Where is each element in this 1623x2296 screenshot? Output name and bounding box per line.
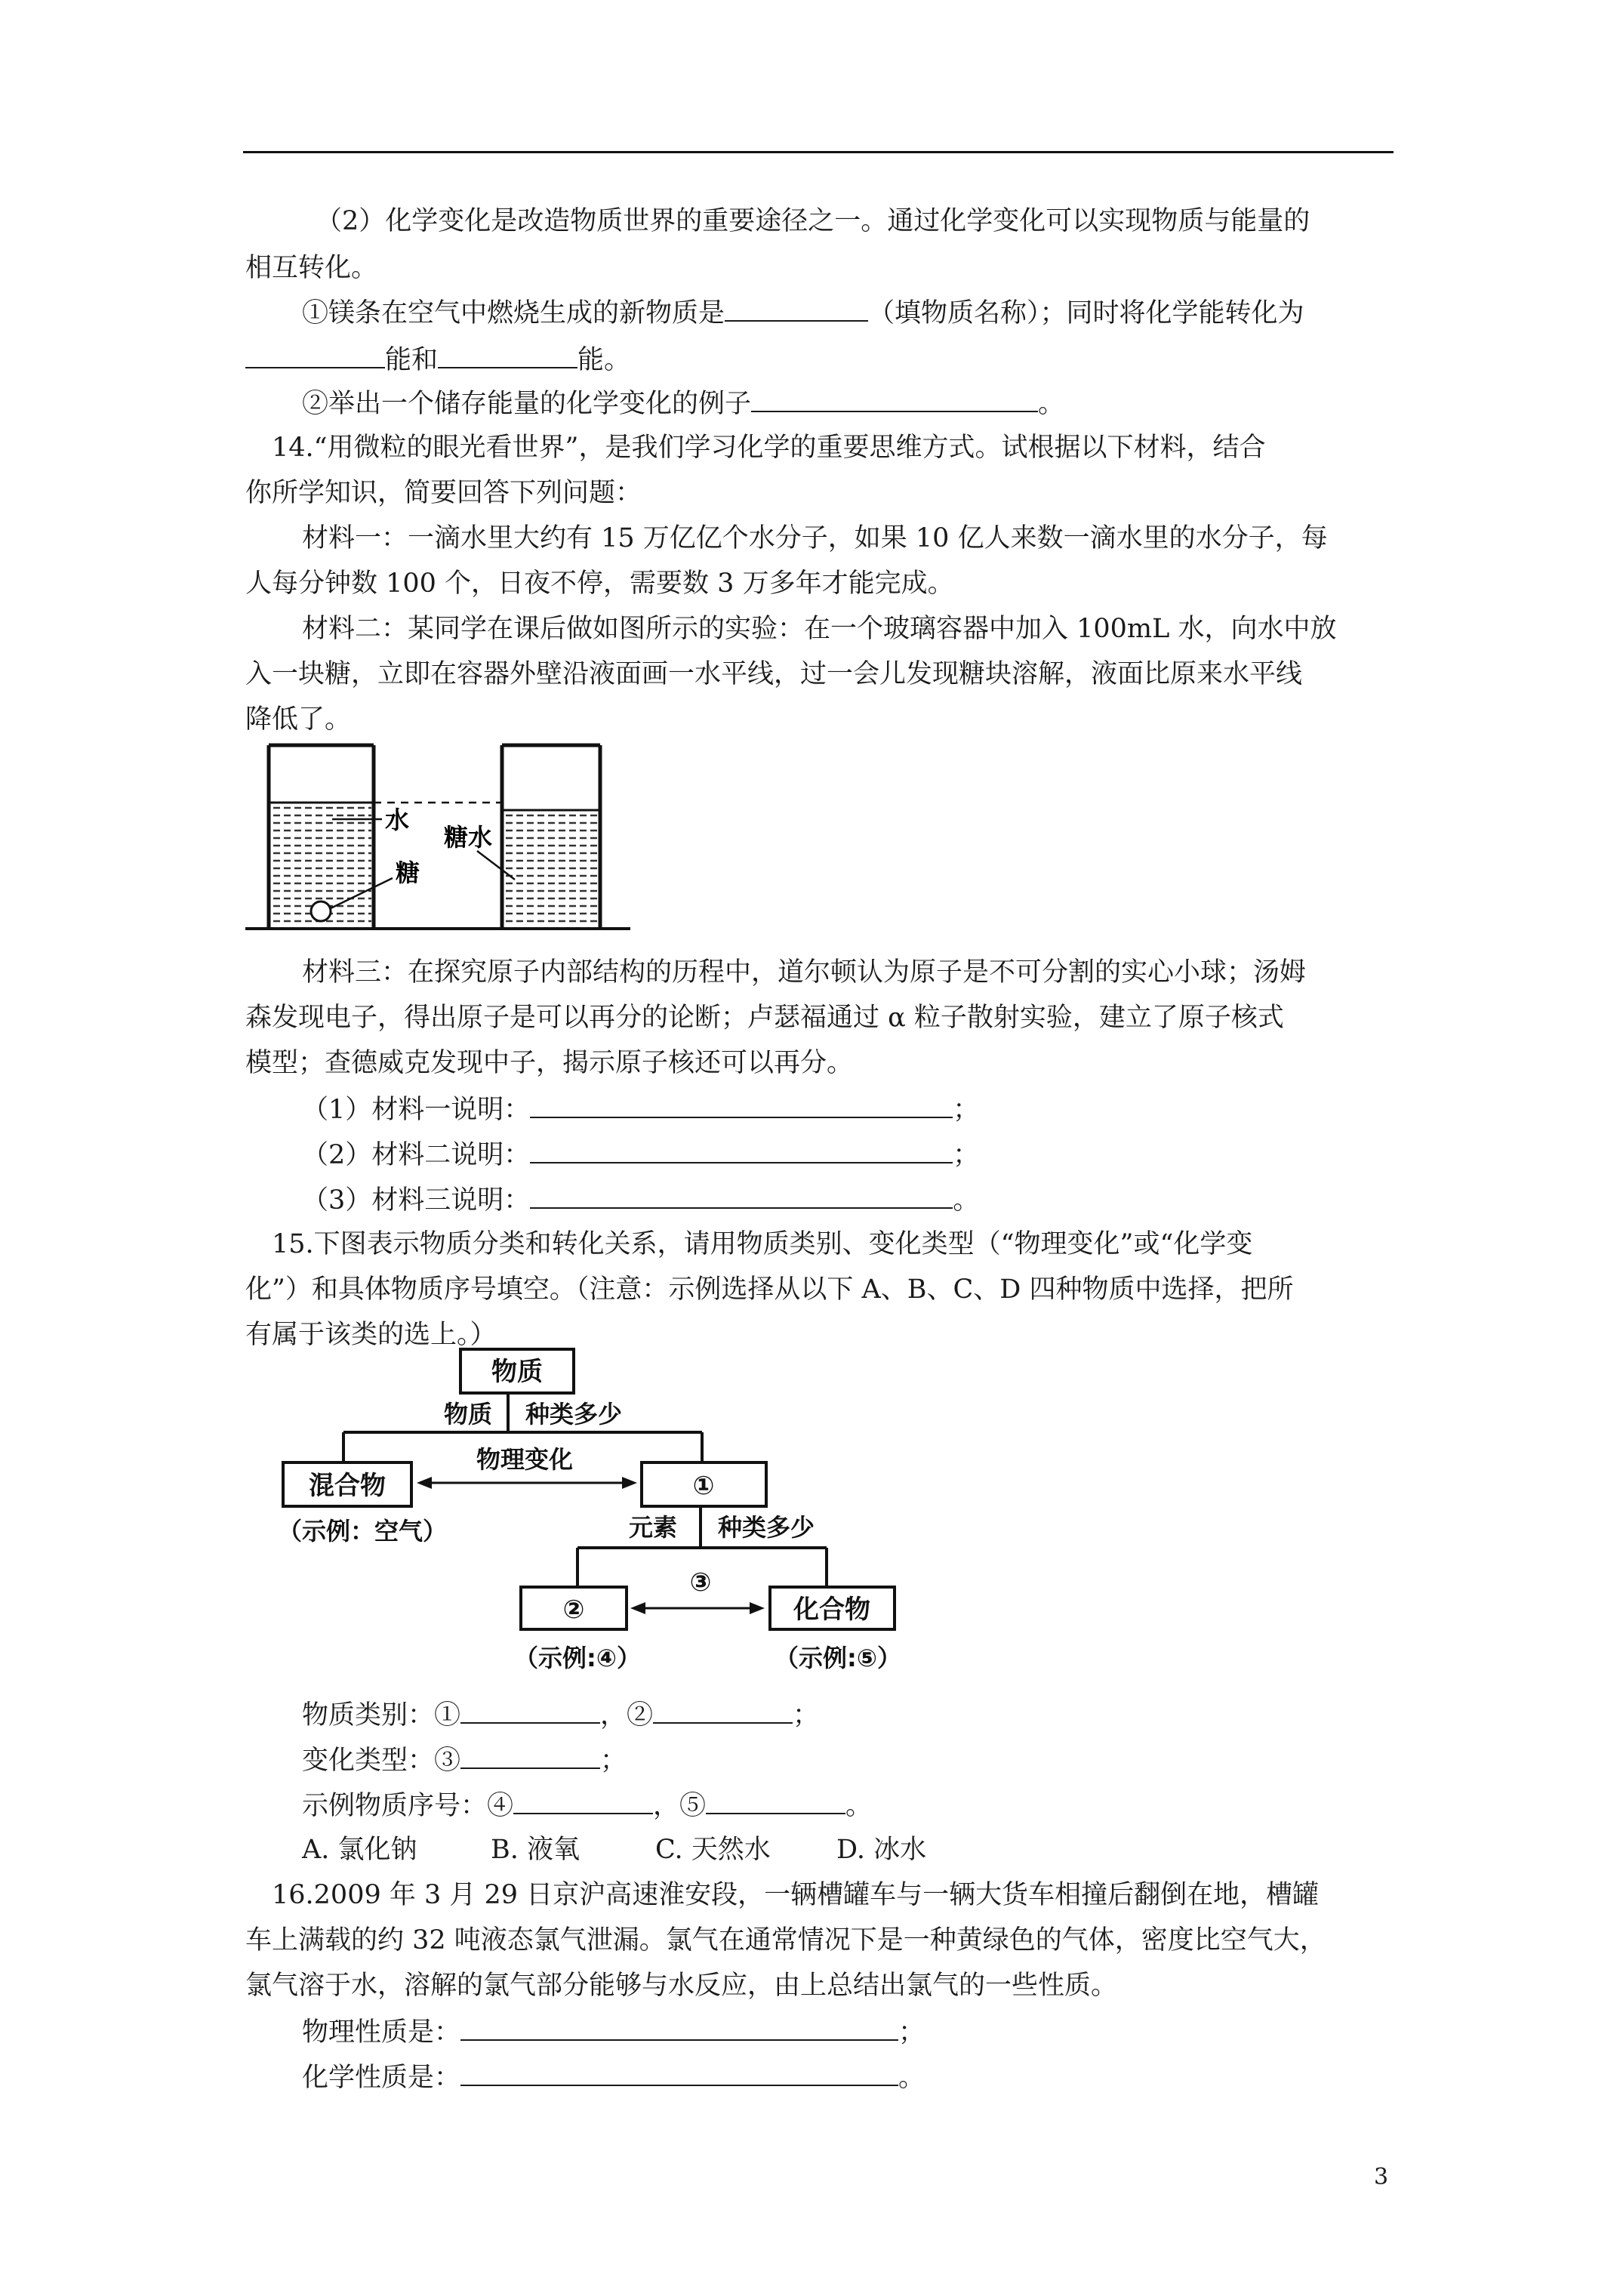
beaker-water bbox=[269, 745, 374, 929]
example-air: （示例：空气） bbox=[277, 1517, 448, 1546]
answer-change-type: 变化类型：③ ； bbox=[302, 1740, 627, 1778]
answer-material1: （1）材料一说明： ； bbox=[302, 1089, 979, 1127]
answer-blank[interactable] bbox=[438, 340, 577, 368]
option-c: C. 天然水 bbox=[655, 1835, 771, 1865]
answer-blank[interactable] bbox=[460, 2057, 898, 2086]
split1-left: 物质 bbox=[443, 1400, 493, 1428]
material2-line2: 入一块糖，立即在容器外壁沿液面画一水平线，过一会儿发现糖块溶解，液面比原来水平线 bbox=[245, 659, 1303, 689]
material2-line1: 材料二：某同学在课后做如图所示的实验：在一个玻璃容器中加入 100mL 水，向水中放 bbox=[302, 614, 1337, 644]
material3-line3: 模型；查德威克发现中子，揭示原子核还可以再分。 bbox=[245, 1048, 854, 1078]
answer-blank[interactable] bbox=[653, 1695, 793, 1724]
answer-chemical-property: 化学性质是： 。 bbox=[302, 2057, 925, 2095]
answer-material2: （2）材料二说明： ； bbox=[302, 1135, 979, 1173]
q13-2-sub1-cont: 能和 能。 bbox=[245, 340, 630, 378]
answer-material3: （3）材料三说明： 。 bbox=[302, 1180, 979, 1218]
material1-line1: 材料一：一滴水里大约有 15 万亿亿个水分子，如果 10 亿人来数一滴水里的水分子，每 bbox=[302, 523, 1328, 553]
beaker-experiment-figure bbox=[242, 736, 634, 940]
answer-blank[interactable] bbox=[725, 293, 868, 322]
split1-right: 种类多少 bbox=[525, 1400, 623, 1428]
page-number: 3 bbox=[1374, 2164, 1389, 2190]
beaker-sugar-water bbox=[502, 745, 600, 929]
q14-line1: 14.“用微粒的眼光看世界”，是我们学习化学的重要思维方式。试根据以下材料，结合 bbox=[272, 433, 1266, 463]
example4: （示例:④） bbox=[514, 1644, 641, 1672]
answer-blank[interactable] bbox=[513, 1786, 653, 1814]
material2-line3: 降低了。 bbox=[245, 704, 352, 735]
q16-line3: 氯气溶于水，溶解的氯气部分能够与水反应，由上总结出氯气的一些性质。 bbox=[245, 1971, 1118, 2001]
pure-box-label: ① bbox=[692, 1471, 715, 1501]
option-a: A. 氯化钠 bbox=[302, 1835, 417, 1865]
change3-label: ③ bbox=[689, 1567, 712, 1598]
answer-categories: 物质类别：① ，② ； bbox=[302, 1695, 819, 1733]
sugar-label: 糖 bbox=[396, 858, 420, 887]
answer-blank[interactable] bbox=[460, 2012, 898, 2041]
q15-line1: 15.下图表示物质分类和转化关系，请用物质类别、变化类型（“物理变化”或“化学变 bbox=[272, 1229, 1253, 1259]
mixture-box-label: 混合物 bbox=[309, 1471, 386, 1501]
split2-right: 种类多少 bbox=[717, 1513, 815, 1542]
compound-box-label: 化合物 bbox=[793, 1595, 870, 1625]
q14-line2: 你所学知识，简要回答下列问题： bbox=[245, 478, 642, 508]
material3-line2: 森发现电子，得出原子是可以再分的论断；卢瑟福通过 α 粒子散射实验，建立了原子核式 bbox=[245, 1003, 1284, 1033]
answer-blank[interactable] bbox=[530, 1180, 953, 1209]
answer-examples: 示例物质序号：④ ，⑤ 。 bbox=[302, 1786, 872, 1823]
answer-blank[interactable] bbox=[460, 1695, 600, 1724]
q13-2-sub2: ②举出一个储存能量的化学变化的例子 。 bbox=[302, 384, 1064, 421]
answer-blank[interactable] bbox=[751, 384, 1038, 412]
q15-line3: 有属于该类的选上。） bbox=[245, 1320, 497, 1350]
example5: （示例:⑤） bbox=[775, 1644, 901, 1672]
q16-line2: 车上满载的约 32 吨液态氯气泄漏。氯气在通常情况下是一种黄绿色的气体，密度比空气大， bbox=[245, 1925, 1326, 1955]
answer-blank[interactable] bbox=[530, 1089, 953, 1118]
q13-2-line1: （2）化学变化是改造物质世界的重要途径之一。通过化学变化可以实现物质与能量的 bbox=[316, 206, 1310, 236]
classification-diagram bbox=[242, 1345, 921, 1685]
option-d: D. 冰水 bbox=[836, 1835, 927, 1865]
header-rule bbox=[243, 151, 1394, 153]
option-b: B. 液氧 bbox=[491, 1835, 580, 1865]
q15-line2: 化”）和具体物质序号填空。（注意：示例选择从以下 A、B、C、D 四种物质中选择，把所 bbox=[245, 1274, 1294, 1305]
answer-blank[interactable] bbox=[245, 340, 385, 368]
answer-blank[interactable] bbox=[460, 1740, 600, 1769]
sugar-cube bbox=[311, 901, 331, 921]
q13-2-line2: 相互转化。 bbox=[245, 253, 378, 283]
material3-line1: 材料三：在探究原子内部结构的历程中，道尔顿认为原子是不可分割的实心小球；汤姆 bbox=[302, 957, 1307, 988]
sugarwater-label: 糖水 bbox=[444, 823, 493, 852]
q13-2-sub1: ①镁条在空气中燃烧生成的新物质是 （填物质名称）；同时将化学能转化为 bbox=[302, 293, 1304, 331]
answer-physical-property: 物理性质是： ； bbox=[302, 2012, 925, 2050]
q16-line1: 16.2009 年 3 月 29 日京沪高速淮安段，一辆槽罐车与一辆大货车相撞后翻倒在地，槽罐 bbox=[272, 1880, 1320, 1910]
top-box-label: 物质 bbox=[491, 1357, 543, 1387]
split2-left: 元素 bbox=[628, 1513, 678, 1542]
material1-line2: 人每分钟数 100 个，日夜不停，需要数 3 万多年才能完成。 bbox=[245, 569, 954, 599]
answer-blank[interactable] bbox=[530, 1135, 953, 1163]
water-label: 水 bbox=[385, 806, 410, 834]
answer-blank[interactable] bbox=[706, 1786, 845, 1814]
phys-change-label: 物理变化 bbox=[476, 1445, 574, 1474]
box2-label: ② bbox=[562, 1595, 585, 1625]
